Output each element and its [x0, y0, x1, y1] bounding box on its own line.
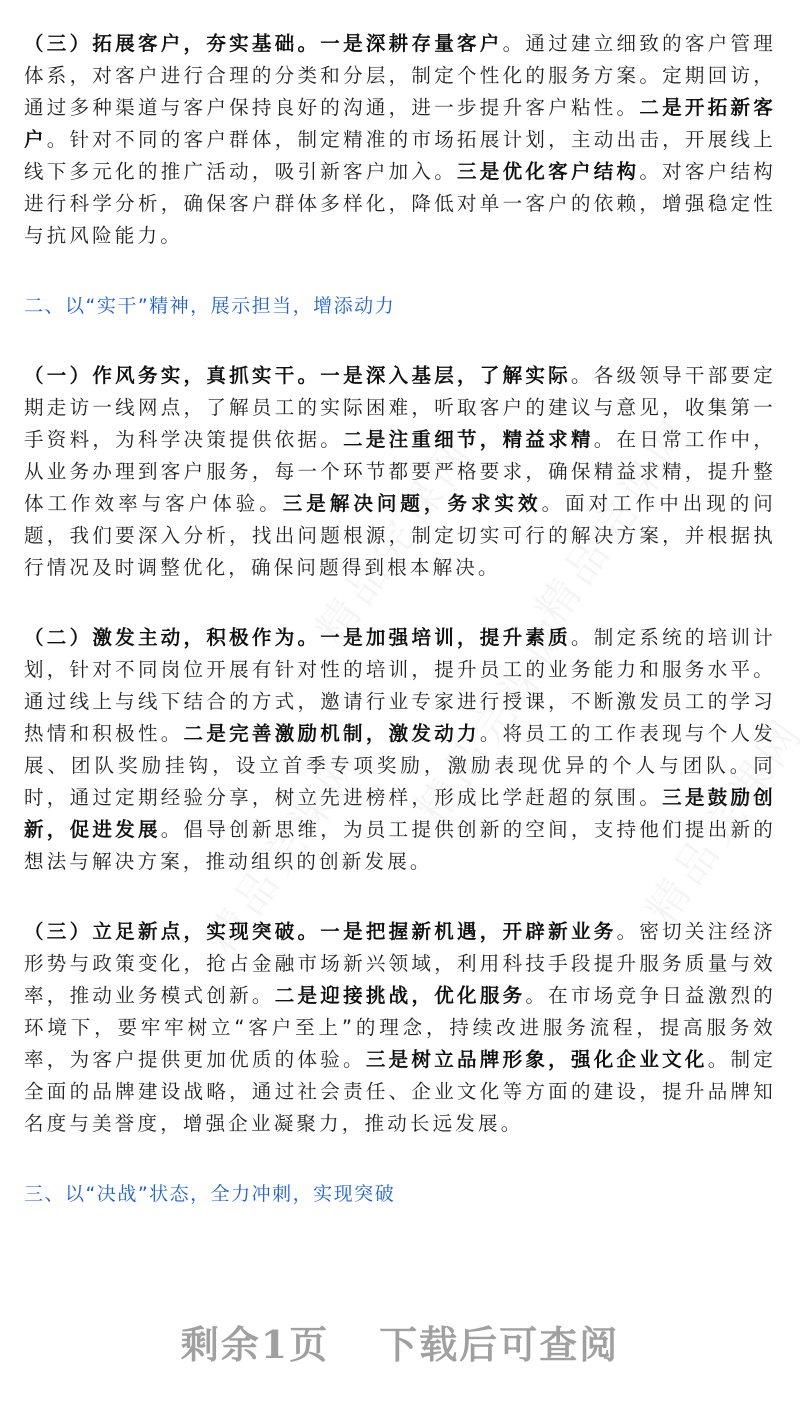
bold-phrase: 一是深耕存量客户 [320, 32, 503, 55]
text-run: 。在日常工作中，从业务办理到客户服务，每一个环节都要严格要求，确保精益求精，提升整体工作效率与客户体验。 [24, 428, 776, 515]
text-run: 。制定系统的培训计划，针对不同岗位开展有针对性的培训，提升员工的业务能力和服务水平。通过线上与线下结合的方式，邀请行业专家进行授课，不断激发员工的学习热情和积极性。 [24, 626, 777, 745]
body-paragraph [24, 916, 776, 1140]
body-paragraph [24, 28, 776, 252]
bold-phrase: （三）拓展客户，夯实基础。 [24, 32, 321, 55]
text-run: 。密切关注经济形势与政策变化，抢占金融市场新兴领域，利用科技手段提升服务质量与效率，推动业务模式创新。 [24, 920, 777, 1007]
bold-phrase: 二是开拓新客户 [24, 96, 776, 151]
text-run: 。通过建立细致的客户管理体系，对客户进行合理的分类和分层，制定个性化的服务方案。定期回访，通过多种渠道与客户保持良好的沟通，进一步提升客户粘性。 [24, 32, 776, 119]
remaining-pages-label: 剩余1页 [180, 1322, 330, 1367]
bold-phrase: 三是鼓励创新，促进发展 [24, 786, 776, 841]
download-hint-label: 下载后可查阅 [379, 1322, 620, 1367]
bold-phrase: 三是解决问题，务求实效 [282, 492, 542, 515]
document-body [24, 28, 776, 1248]
bold-phrase: 二是注重细节，精益求精 [343, 428, 594, 451]
section-heading: 三、以“决战”状态，全力冲刺，实现突破 [24, 1183, 396, 1205]
bold-phrase: 一是加强培训，提升素质 [320, 626, 571, 649]
text-run: 。将员工的工作表现与个人发展、团队奖励挂钩，设立首季专项奖励，激励表现优异的个人与团队。同时，通过定期经验分享，树立先进榜样，形成比学赶超的氛围。 [24, 722, 776, 809]
bold-phrase: 一是把握新机遇，开辟新业务 [320, 920, 617, 943]
text-run: 。针对不同的客户群体，制定精准的市场拓展计划，主动出击，开展线上线下多元化的推广活动，吸引新客户加入。 [24, 128, 776, 183]
text-run: 。面对工作中出现的问题，我们要深入分析，找出问题根源，制定切实可行的解决方案，并根据执行情况及时调整优化，确保问题得到根本解决。 [24, 492, 776, 579]
body-paragraph [24, 360, 776, 584]
bold-phrase: 二是迎接挑战，优化服务 [274, 984, 526, 1007]
section-heading: 二、以“实干”精神，展示担当，增添动力 [24, 295, 396, 317]
bold-phrase: （二）激发主动，积极作为。 [24, 626, 321, 649]
text-run: 。倡导创新思维，为员工提供创新的空间，支持他们提出新的想法与解决方案，推动组织的创新发展。 [24, 818, 776, 873]
bold-phrase: 三是优化客户结构 [457, 160, 640, 183]
bold-phrase: 三是树立品牌形象，强化企业文化 [365, 1048, 708, 1071]
bold-phrase: （一）作风务实，真抓实干。 [24, 364, 321, 387]
download-prompt[interactable] [0, 1314, 800, 1369]
text-run: 。在市场竞争日益激烈的环境下，要牢牢树立“客户至上”的理念，持续改进服务流程，提高服务效率，为客户提供更加优质的体验。 [24, 984, 777, 1071]
text-run: 。各级领导干部要定期走访一线网点，了解员工的实际困难，听取客户的建议与意见，收集第一手资料，为科学决策提供依据。 [24, 364, 777, 451]
body-paragraph [24, 622, 776, 878]
bold-phrase: 一是深入基层，了解实际 [320, 364, 571, 387]
bold-phrase: （三）立足新点，实现突破。 [24, 920, 321, 943]
text-run: 。对客户结构进行科学分析，确保客户群体多样化，降低对单一客户的依赖，增强稳定性与抗风险能力。 [24, 160, 776, 247]
bold-phrase: 二是完善激励机制，激发动力 [183, 722, 480, 745]
text-run: 。制定全面的品牌建设战略，通过社会责任、企业文化等方面的建设，提升品牌知名度与美誉度，增强企业凝聚力，推动长远发展。 [24, 1048, 776, 1135]
